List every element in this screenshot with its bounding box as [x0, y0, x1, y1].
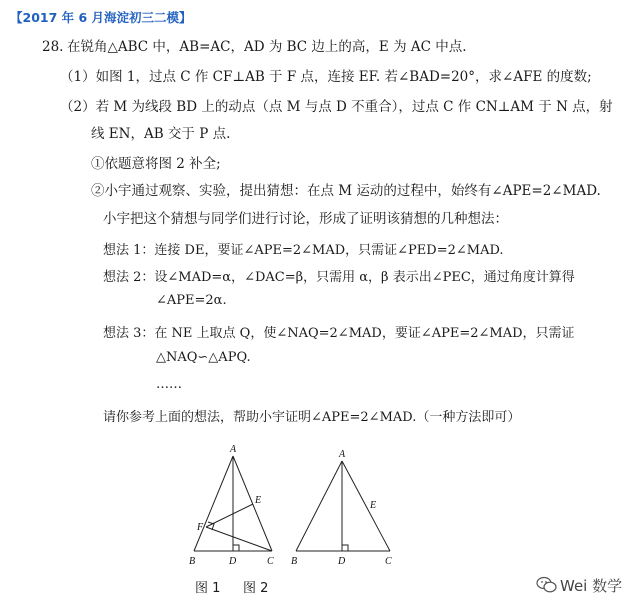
sub-question-1: ①依题意将图 2 补全; — [91, 156, 221, 172]
idea-2-line-2: ∠APE=2α. — [156, 293, 227, 308]
part-2-line-2: 线 EN，AB 交于 P 点. — [91, 126, 231, 142]
fig2-right-angle-d — [342, 545, 348, 551]
fig1-label-e: E — [255, 495, 262, 506]
fig2-label-e: E — [370, 500, 377, 511]
sub-question-2: ②小宇通过观察、实验，提出猜想：在点 M 运动的过程中，始终有∠APE=2∠MAD. — [91, 183, 601, 199]
fig1-label-d: D — [229, 556, 237, 567]
fig1-label-b: B — [189, 556, 196, 567]
fig2-label-c: C — [385, 556, 392, 567]
fig2-label-a: A — [339, 449, 346, 460]
fig2-label-b: B — [291, 556, 298, 567]
ellipsis: …… — [156, 377, 182, 392]
part-2-line-1: （2）若 M 为线段 BD 上的动点（点 M 与点 D 不重合），过点 C 作 CN⊥AM 于 N 点，射 — [60, 99, 613, 115]
fig1-label-a: A — [230, 444, 237, 455]
idea-3-line-1: 想法 3：在 NE 上取点 Q，使∠NAQ=2∠MAD，要证∠APE=2∠MAD，只需证 — [103, 326, 575, 341]
fig1-label-f: F — [197, 522, 204, 533]
fig1-label-c: C — [267, 556, 274, 567]
watermark-text: Wei 数学 — [560, 577, 623, 595]
request-text: 请你参考上面的想法，帮助小宇证明∠APE=2∠MAD.（一种方法即可） — [103, 410, 521, 425]
problem-number: 28. — [42, 39, 64, 55]
wechat-icon — [536, 576, 558, 594]
figure-1-caption: 图 1 — [195, 581, 221, 596]
part-1: （1）如图 1，过点 C 作 CF⊥AB 于 F 点，连接 EF. 若∠BAD=20°，求∠AFE 的度数; — [60, 69, 592, 85]
fig1-segment-ac — [233, 456, 272, 551]
problem-statement: 在锐角△ABC 中，AB=AC，AD 为 BC 边上的高，E 为 AC 中点. — [67, 39, 467, 55]
fig1-right-angle-d — [233, 545, 239, 551]
idea-1: 想法 1：连接 DE，要证∠APE=2∠MAD，只需证∠PED=2∠MAD. — [103, 243, 504, 258]
fig2-segment-ab — [296, 461, 342, 551]
discussion-intro: 小宇把这个猜想与同学们进行讨论，形成了证明该猜想的几种想法： — [103, 211, 508, 227]
fig2-label-d: D — [338, 556, 346, 567]
fig1-segment-ab — [194, 456, 233, 551]
idea-2-line-1: 想法 2：设∠MAD=α，∠DAC=β，只需用 α，β 表示出∠PEC，通过角度计算得 — [103, 270, 575, 285]
fig2-segment-ac — [342, 461, 390, 551]
source-tag: 【2017 年 6 月海淀初三二模】 — [10, 10, 192, 25]
idea-3-line-2: △NAQ∽△APQ. — [156, 350, 251, 365]
figure-2-caption: 图 2 — [243, 581, 269, 596]
